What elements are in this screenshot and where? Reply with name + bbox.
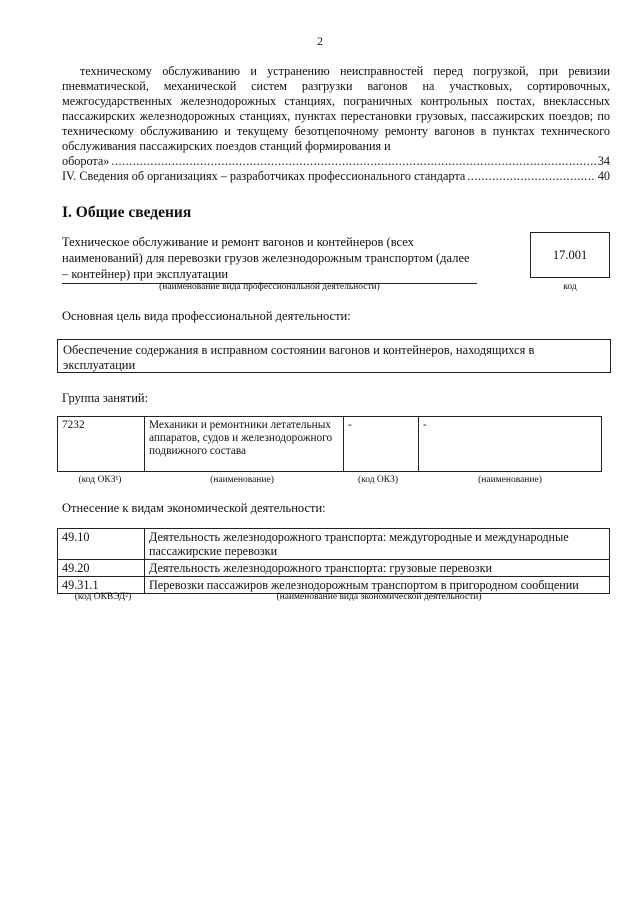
activity-name: Техническое обслуживание и ремонт вагонов и контейнеров (всех наименований) для перевозки грузов железнодорожным транспортом (далее – контейнер) при эксплуатации [62,234,477,284]
purpose-label: Основная цель вида профессиональной деятельности: [62,309,351,323]
okved-name-cell: Деятельность железнодорожного транспорта: грузовые перевозки [145,560,610,577]
okved-code-cell: 49.31.1 [58,577,145,594]
okz-name2-caption: (наименование) [478,475,542,485]
economic-activity-table [57,528,610,594]
section-title: I. Общие сведения [62,204,192,221]
occupation-group-table [57,416,602,472]
okved-code-cell: 49.10 [58,529,145,560]
table-row [58,577,610,594]
table-of-contents [62,64,610,184]
table-row [58,417,602,472]
activity-code-box [530,232,610,278]
okved-code-caption: (код ОКВЭД²) [74,592,132,602]
okved-name-caption: (наименование вида экономической деятельности) [276,592,482,602]
table-row [58,560,610,577]
toc-section4-page: 40 [597,169,610,183]
okz-name-cell: Механики и ремонтники летательных аппаратов, судов и железнодорожного подвижного состава [145,417,344,472]
toc-continuation-last: оборота» [62,154,110,168]
activity-code: 17.001 [552,247,588,262]
economic-activity-label: Отнесение к видам экономической деятельности: [62,501,326,515]
okz-code2-caption: (код ОКЗ) [357,475,399,485]
okz-name-caption: (наименование) [210,475,274,485]
toc-continuation-page: 34 [597,154,610,168]
okved-name-cell: Перевозки пассажиров железнодорожным транспортом в пригородном сообщении [145,577,610,594]
toc-section4-line[interactable] [62,169,610,184]
okz-code-caption: (код ОКЗ¹) [78,475,122,485]
toc-continuation-text: техническому обслуживанию и устранению неисправностей перед погрузкой, при ревизии пневматической, механической систем разгрузки вагонов на участковых, сортировочных, межгосударственных железнодорожных станциях, пограничных контрольных постах, внеклассных пассажирских железнодорожных станциях, пунктах перестановки грузовых, пассажирских поездов; по техническому обслуживанию и текущему безотцепочному ремонту вагонов в пунктах технического обслуживания пассажирских поездов станций формирования и [62,64,610,153]
toc-continuation-line [62,154,610,169]
okved-code-cell: 49.20 [58,560,145,577]
purpose-text: Обеспечение содержания в исправном состоянии вагонов и контейнеров, находящихся в эксплуатации [63,343,535,372]
activity-name-caption: (наименование вида профессиональной деятельности) [159,282,380,292]
toc-dot-leader [467,169,596,184]
okz-name2-cell: - [419,417,602,472]
okz-code-cell: 7232 [58,417,145,472]
purpose-box [57,339,611,373]
toc-dot-leader [111,154,595,169]
table-row [58,529,610,560]
page-number: 2 [317,34,323,48]
toc-section4-label: IV. Сведения об организациях – разработчиках профессионального стандарта [62,169,466,183]
okved-name-cell: Деятельность железнодорожного транспорта: междугородные и международные пассажирские перевозки [145,529,610,560]
occupation-group-label: Группа занятий: [62,391,149,405]
okz-code2-cell: - [344,417,419,472]
activity-code-caption: код [563,282,577,292]
